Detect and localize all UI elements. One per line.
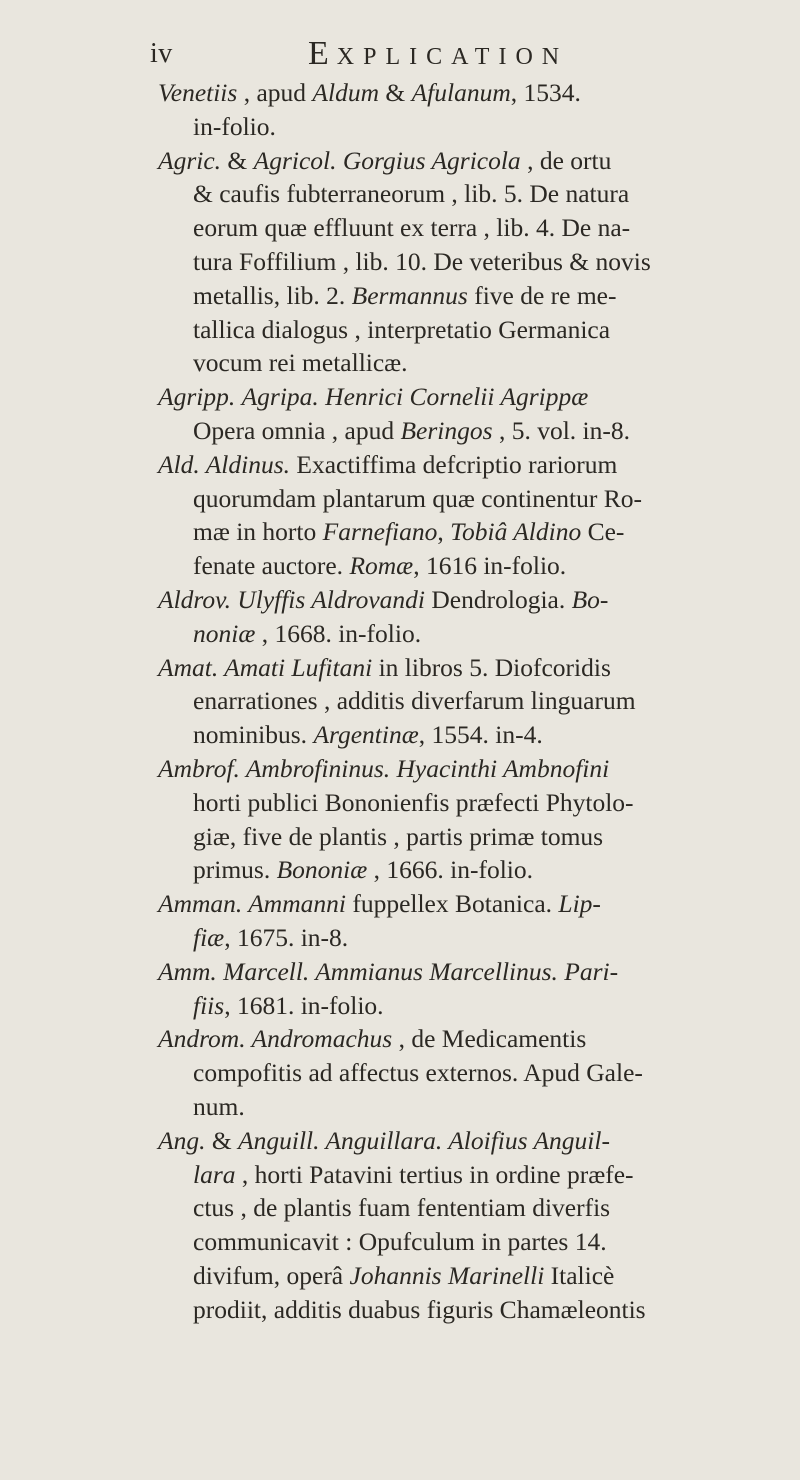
- roman-text: communicavit : Opufculum in partes 14.: [193, 1227, 607, 1257]
- italic-text: Amat. Amati Lufitani: [158, 652, 373, 682]
- roman-text: , de Medicamentis: [392, 1024, 587, 1054]
- entry-line: [158, 1056, 758, 1090]
- entry-line: [158, 549, 758, 583]
- roman-text: &: [205, 1125, 239, 1155]
- entry-line: [158, 651, 758, 685]
- italic-text: Agricol.: [253, 145, 337, 175]
- glossary-entry: [158, 752, 758, 887]
- roman-text: horti publici Bononienfis præfecti Phytolo-: [193, 787, 634, 817]
- roman-text: Ce-: [581, 517, 625, 547]
- entry-line: [158, 144, 758, 178]
- roman-text: , de ortu: [520, 145, 612, 175]
- glossary-entry: [158, 76, 758, 144]
- glossary-entry: [158, 380, 758, 448]
- roman-text: five de re me-: [467, 280, 617, 310]
- entry-line: [158, 583, 758, 617]
- roman-text: eorum quæ effluunt ex terra , lib. 4. De na-: [193, 213, 631, 243]
- roman-text: , 1616 in-folio.: [413, 551, 567, 581]
- glossary-entry: [158, 583, 758, 651]
- entry-line: [158, 820, 758, 854]
- roman-text: , 1681. in-folio.: [224, 990, 384, 1020]
- roman-text: , 1675. in-8.: [224, 922, 349, 952]
- italic-text: Anguill. Anguillara. Aloifius Anguil-: [238, 1125, 610, 1155]
- roman-text: compofitis ad affectus externos. Apud Gale-: [193, 1058, 643, 1088]
- roman-text: , horti Patavini tertius in ordine præfe-: [235, 1159, 634, 1189]
- entry-line: [158, 752, 758, 786]
- entry-line: [158, 1022, 758, 1056]
- entry-line: [158, 380, 758, 414]
- roman-text: tura Foffilium , lib. 10. De veteribus & novis: [193, 246, 651, 276]
- italic-text: noniæ: [193, 618, 256, 648]
- entry-line: [158, 313, 758, 347]
- italic-text: Tobiâ Aldino: [450, 517, 582, 547]
- roman-text: , 5. vol. in-8.: [492, 415, 630, 445]
- roman-text: Dendrologia.: [425, 584, 572, 614]
- roman-text: metallis, lib. 2.: [193, 280, 352, 310]
- italic-text: Aldum: [312, 78, 379, 107]
- entry-line: [158, 1225, 758, 1259]
- roman-text: mæ in horto: [193, 517, 323, 547]
- roman-text: primus.: [193, 855, 277, 885]
- entry-line: [158, 414, 758, 448]
- italic-text: Bo-: [571, 584, 609, 614]
- entry-line: [158, 1191, 758, 1225]
- roman-text: ctus , de plantis fuam fententiam diverfis: [193, 1193, 611, 1223]
- glossary-entry: [158, 1124, 758, 1327]
- roman-text: &: [378, 78, 412, 107]
- roman-text: Italicè: [544, 1260, 615, 1290]
- italic-text: Ang.: [158, 1125, 206, 1155]
- roman-text: , 1534.: [510, 78, 581, 107]
- glossary-entry: [158, 1022, 758, 1123]
- roman-text: tallica dialogus , interpretatio Germanica: [193, 314, 611, 344]
- italic-text: Argentinæ: [313, 720, 419, 750]
- roman-text: Opera omnia , apud: [193, 415, 401, 445]
- entry-line: [158, 684, 758, 718]
- entry-line: [158, 1090, 758, 1124]
- italic-text: Agripp.: [158, 382, 236, 412]
- italic-text: Gorgius Agricola: [342, 145, 521, 175]
- roman-text: nominibus.: [193, 720, 314, 750]
- entry-line: [158, 921, 758, 955]
- entry-line: [158, 718, 758, 752]
- running-title: [308, 36, 568, 75]
- italic-text: Ambrof. Ambrofininus. Hyacinthi Ambnofini: [158, 753, 610, 783]
- italic-text: Agric.: [158, 145, 222, 175]
- roman-text: , 1666. in-folio.: [367, 855, 534, 885]
- entry-line: [158, 1259, 758, 1293]
- italic-text: Romæ: [349, 551, 414, 581]
- entry-line: [158, 279, 758, 313]
- italic-text: Androm. Andromachus: [158, 1024, 393, 1054]
- italic-text: Lip-: [558, 889, 601, 919]
- entry-line: [158, 448, 758, 482]
- roman-text: giæ, five de plantis , partis primæ tomus: [193, 821, 604, 851]
- entry-line: [158, 76, 758, 110]
- roman-text: prodiit, additis duabus figuris Chamæleontis: [193, 1294, 646, 1324]
- entry-line: [158, 955, 758, 989]
- roman-text: , 1668. in-folio.: [255, 618, 422, 648]
- running-title-rest: XPLICATION: [336, 44, 569, 70]
- entry-line: [158, 1124, 758, 1158]
- entry-line: [158, 989, 758, 1023]
- entry-line: [158, 245, 758, 279]
- italic-text: Aldrov. Ulyffis Aldrovandi: [158, 584, 426, 614]
- roman-text: fuppellex Botanica.: [345, 889, 559, 919]
- roman-text: vocum rei metallicæ.: [193, 348, 408, 378]
- italic-text: Amman. Ammanni: [158, 889, 346, 919]
- roman-text: divifum, operâ: [193, 1260, 350, 1290]
- italic-text: Venetiis: [158, 78, 238, 107]
- entry-line: [158, 211, 758, 245]
- roman-text: Exactiffima defcriptio rariorum: [290, 449, 618, 479]
- roman-text: & caufis fubterraneorum , lib. 5. De natura: [193, 179, 630, 209]
- entry-line: [158, 346, 758, 380]
- roman-text: in-folio.: [193, 111, 276, 141]
- entry-line: [158, 515, 758, 549]
- glossary-entry: [158, 144, 758, 381]
- roman-text: in libros 5. Diofcoridis: [372, 652, 611, 682]
- entry-line: [158, 617, 758, 651]
- italic-text: Bononiæ: [276, 855, 368, 885]
- roman-text: quorumdam plantarum quæ continentur Ro-: [193, 483, 643, 513]
- entry-line: [158, 110, 758, 144]
- glossary-entry: [158, 955, 758, 1023]
- glossary-entry: [158, 448, 758, 583]
- roman-text: , 1554. in-4.: [418, 720, 543, 750]
- roman-text: &: [221, 145, 254, 175]
- page-number: iv: [150, 38, 173, 69]
- italic-text: fiis: [193, 990, 225, 1020]
- italic-text: Bermannus: [351, 280, 468, 310]
- roman-text: fenate auctore.: [193, 551, 350, 581]
- roman-text: ,: [437, 517, 451, 547]
- italic-text: Ald. Aldinus.: [158, 449, 290, 479]
- italic-text: lara: [193, 1159, 236, 1189]
- entry-line: [158, 887, 758, 921]
- entry-line: [158, 482, 758, 516]
- italic-text: fiæ: [193, 922, 225, 952]
- italic-text: Amm. Marcell. Ammianus Marcellinus. Pari-: [158, 956, 619, 986]
- italic-text: Farnefiano: [322, 517, 438, 547]
- entry-line: [158, 1293, 758, 1327]
- italic-text: Beringos: [400, 415, 493, 445]
- entry-line: [158, 177, 758, 211]
- entry-line: [158, 1158, 758, 1192]
- glossary-entry: [158, 651, 758, 752]
- italic-text: Afulanum: [411, 78, 511, 107]
- roman-text: , apud: [237, 78, 313, 107]
- running-title-initial: E: [308, 35, 337, 72]
- roman-text: enarrationes , additis diverfarum linguarum: [193, 686, 636, 716]
- italic-text: Johannis Marinelli: [349, 1260, 545, 1290]
- roman-text: num.: [193, 1091, 245, 1121]
- entry-line: [158, 786, 758, 820]
- italic-text: Agripa. Henrici Cornelii Agrippæ: [241, 382, 589, 412]
- glossary-entry: [158, 887, 758, 955]
- entry-line: [158, 853, 758, 887]
- glossary-entries: [158, 76, 758, 1326]
